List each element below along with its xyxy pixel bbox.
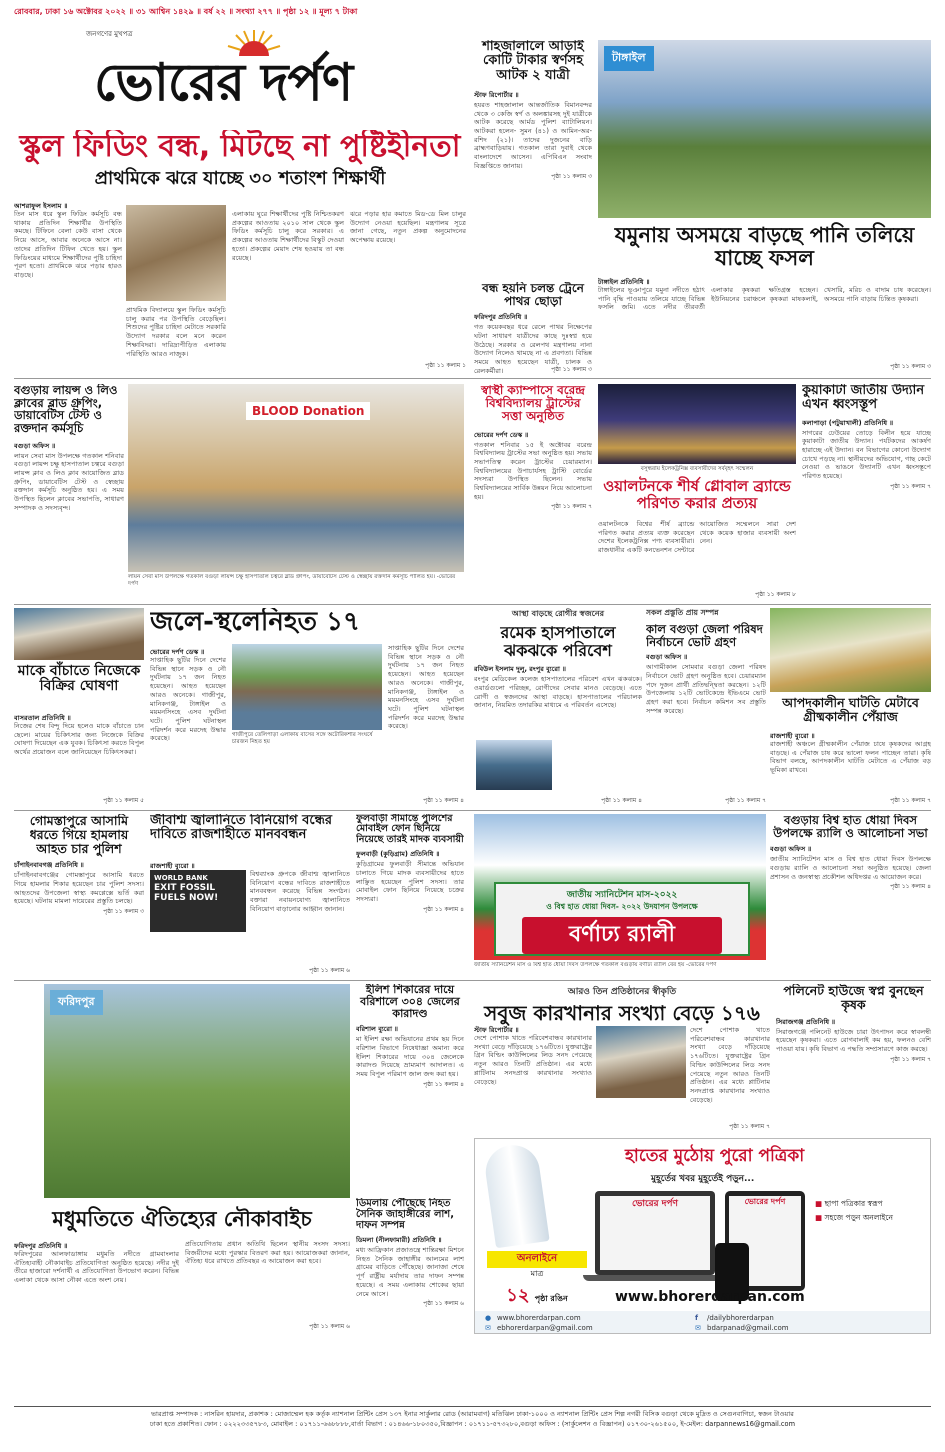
barishal-headline: ইলিশ শিকারের দায়ে বরিশালে ৩০৪ জেলের কারাদণ্ড bbox=[360, 984, 460, 1021]
walton-body: ওয়ালটনকে বিশ্বের শীর্ষ ব্র্যান্ডে পরিণত করার প্রত্যয় ব্যক্ত করেছেন দেশের ইলেকট্রনিক্স পণ্য ব্যবসায়ীরা। রাজধানীর একটি কনভেনশন সেন্টারে আয়োজিত সম্মেলনে সারা দেশ থেকে কয়েক হাজার ব্যবসায়ী অংশ নেন। bbox=[598, 520, 796, 555]
lions-byline: বগুড়া অফিস ॥ bbox=[14, 441, 56, 450]
faridpur-story bbox=[14, 984, 350, 1334]
polynet-headline: পলিনেট হাউজে স্বপ্ন বুনছেন কৃষক bbox=[783, 984, 924, 1012]
handwash-byline: বগুড়া অফিস ॥ bbox=[770, 845, 812, 854]
lions-caption: লায়ন সেবা মাস উপলক্ষে গতকাল বগুড়া লায়ন্স চক্ষু হাসপাতাল চত্বরে ব্লাড গ্রুপিং, ডায়াবেটিস টেস্ট ও স্বেচ্ছায় রক্তদান কর্মসূচি পালিত হয়। -ভোরের দর্পণ bbox=[128, 574, 456, 588]
walton-story bbox=[598, 384, 796, 602]
feature-2-label: সহজে পড়ুন অনলাইনে bbox=[824, 1213, 893, 1222]
rajshahi-photo-sign2: WORLD BANK bbox=[154, 874, 208, 882]
polynet-story bbox=[776, 984, 931, 1134]
train-continuation: পৃষ্ঠা ১১ কলাম ৩ bbox=[551, 366, 592, 373]
banner-mid: ও বিশ্ব হাত ধোয়া দিবস- ২০২২ উদযাপন উপলক্ষে bbox=[546, 902, 698, 911]
phulbari-story bbox=[356, 814, 464, 978]
walton-headline: ওয়ালটনকে শীর্ষ গ্লোবাল ব্র্যান্ডে পরিণত করার প্রত্যয় bbox=[603, 477, 791, 512]
sanitation-photo bbox=[474, 814, 766, 960]
shahjalal-headline: শাহজালালে আড়াই কোটি টাকার স্বর্ণসহ আটক ২ যাত্রী bbox=[482, 40, 584, 83]
sanitation-caption: জাতীয় স্যানিটেশন মাস ও বিশ্ব হাত ধোয়া দিবস উপলক্ষে গতকাল বগুড়ায় বর্ণাঢ্য র‌্যালি বের হয় -ভোরের দর্পণ bbox=[474, 962, 717, 968]
green-body2: দেশে পোশাক খাতে পরিবেশবান্ধব কারখানার সংখ্যা বেড়ে দাঁড়িয়েছে ১৭৬টিতে। যুক্তরাষ্ট্রের গ্রিন বিল্ডিং কাউন্সিলের লিড সনদ পেয়েছে নতুন আরও তিনটি প্রতিষ্ঠান। এর মধ্যে প্লাটিনাম সনদপ্রাপ্ত কারখানার সংখ্যাও বেড়েছে। bbox=[690, 1026, 770, 1104]
ad-subhead: মুহূর্তের খবর মুহূর্তেই পড়ুন... bbox=[651, 1174, 755, 1184]
train-body: গত কয়েকবছর ধরে রেলে পাথর নিক্ষেপের ঘটনা সাধারণ যাত্রীদের কাছে দুঃস্বপ্ন হয়ে উঠেছে। সরকার ও রেলপথ মন্ত্রণালয় নানা উদ্যোগ নিলেও থামছে না এ প্রবণতা। বিভিন্ন সময়ে আহত হয়েছেন যাত্রী, চালক ও রেলকর্মীরা। bbox=[474, 323, 592, 375]
mail-icon: ✉ bbox=[485, 1324, 491, 1332]
gomostapur-byline: চাঁপাইনবাবগঞ্জ প্রতিনিধি ॥ bbox=[14, 861, 84, 870]
election-byline: বগুড়া অফিস ॥ bbox=[646, 653, 688, 662]
onion-body: রাজশাহী অঞ্চলে গ্রীষ্মকালীন পেঁয়াজ চাষে কৃষকদের আগ্রহ বাড়ছে। এ পেঁয়াজ চাষ করে ভালো ফলন পাচ্ছেন তারা। কৃষি বিভাগ বলছে, আপদকালীন ঘাটতি মেটাতে এ পেঁয়াজ বড় ভূমিকা রাখবে। bbox=[770, 740, 931, 775]
epaper-ad bbox=[474, 1138, 931, 1334]
laptop-base bbox=[583, 1275, 727, 1281]
lions-photo-sign: BLOOD Donation bbox=[246, 402, 370, 420]
laptop-screen bbox=[600, 1196, 710, 1270]
tangail-story bbox=[598, 40, 931, 376]
ad-contact-email[interactable]: ebhorerdarpan@gmail.com bbox=[497, 1324, 593, 1332]
accident-continuation: পৃষ্ঠা ১১ কলাম ৪ bbox=[423, 797, 464, 804]
handwash-headline: বগুড়ায় বিশ্ব হাত ধোয়া দিবস উপলক্ষে র‌্যালি ও আলোচনা সভা bbox=[773, 814, 928, 840]
phulbari-headline: ফুলবাড়ী সীমান্তে পুলিশের মোবাইল ফোন ছিনিয়ে নিয়েছে তারই মাদক ব্যবসায়ী bbox=[356, 814, 464, 845]
green-byline: স্টাফ রিপোর্টার ॥ bbox=[474, 1026, 519, 1034]
divider bbox=[14, 980, 931, 981]
train-headline: বন্ধ হয়নি চলন্ত ট্রেনে পাথর ছোড়া bbox=[482, 282, 584, 309]
election-headline: কাল বগুড়া জেলা পরিষদ নির্বাচনে ভোট গ্রহণ bbox=[646, 622, 763, 649]
barishal-continuation: পৃষ্ঠা ১১ কলাম ৪ bbox=[423, 1080, 464, 1088]
rajshahi-headline: জীবাশ্ম জ্বালানিতে বিনিয়োগ বন্ধের দাবিতে রাজশাহীতে মানববন্ধন bbox=[150, 814, 333, 843]
faridpur-headline: মধুমতিতে ঐতিহ্যের নৌকাবাইচ bbox=[52, 1207, 312, 1231]
mail-icon: ✉ bbox=[695, 1324, 701, 1332]
gomostapur-story bbox=[14, 814, 144, 978]
hospital-headline: রমেক হাসপাতালে ঝকঝকে পরিবেশ bbox=[500, 623, 616, 660]
lead-col4: ঝরে পড়ার হার কমাতে মিড-ডে মিল চালুর উদ্যোগ নেওয়া হয়েছিল। মন্ত্রণালয় সূত্রে জানা গেছে, নতুন প্রকল্প অনুমোদনের অপেক্ষায় রয়েছে। bbox=[350, 210, 466, 245]
soldier-body: মধ্য আফ্রিকান প্রজাতন্ত্রে শান্তিরক্ষা মিশনে নিহত সৈনিক জাহাঙ্গীর আলমের লাশ গ্রামের বাড়িতে পৌঁছেছে। জানাজা শেষে পূর্ণ রাষ্ট্রীয় মর্যাদায় তার দাফন সম্পন্ন হয়েছে। এ সময় এলাকায় শোকের ছায়া নেমে আসে। bbox=[356, 1246, 464, 1298]
laptop-icon bbox=[595, 1191, 715, 1275]
lions-headline: বগুড়ায় লায়ন্স ও লিও ক্লাবের ব্লাড গ্রুপিং, ডায়াবেটিস টেস্ট ও রক্তদান কর্মসূচি bbox=[14, 384, 118, 435]
ad-headline: হাতের মুঠোয় পুরো পত্রিকা bbox=[625, 1146, 805, 1166]
kuakata-byline: কলাপাড়া (পটুয়াখালী) প্রতিনিধি ॥ bbox=[802, 418, 894, 427]
varendra-continuation: পৃষ্ঠা ১১ কলাম ৭ bbox=[551, 503, 592, 511]
gomostapur-headline: গোমস্তাপুরে আসামি ধরতে গিয়ে হামলায় আহত চার পুলিশ bbox=[29, 814, 129, 856]
offer-mid: মাত্র bbox=[530, 1269, 544, 1278]
barishal-body: মা ইলিশ রক্ষা অভিযানের প্রথম ছয় দিনে বরিশাল বিভাগে নিষেধাজ্ঞা অমান্য করে ইলিশ শিকারের দায়ে ৩০৪ জেলেকে কারাদণ্ড দিয়েছে ভ্রাম্যমাণ আদালত। এ সময় বিপুল পরিমাণ জাল জব্দ করা হয়। bbox=[356, 1035, 464, 1079]
sanitation-banner bbox=[494, 882, 750, 956]
offer-number: ১২ bbox=[506, 1285, 530, 1306]
green-kicker: আরও তিন প্রতিষ্ঠানের স্বীকৃতি bbox=[567, 987, 677, 997]
mother-photo bbox=[14, 608, 144, 660]
lead-continuation: পৃষ্ঠা ১১ কলাম ১ bbox=[425, 362, 466, 369]
ad-feature-1 bbox=[815, 1199, 925, 1211]
rajshahi-photo-sign: EXIT FOSSIL FUELS NOW! bbox=[154, 883, 219, 903]
walton-continuation: পৃষ্ঠা ১১ কলাম ৮ bbox=[755, 591, 796, 598]
green-headline: সবুজ কারখানার সংখ্যা বেড়ে ১৭৬ bbox=[484, 1001, 760, 1025]
accident-headline: জলে-স্থলেনিহত ১৭ bbox=[150, 608, 360, 637]
ad-contact-facebook[interactable]: /dailybhorerdarpan bbox=[707, 1314, 774, 1322]
offer-row bbox=[487, 1281, 587, 1312]
soldier-byline: ডিমলা (নীলফামারী) প্রতিনিধি ॥ bbox=[356, 1236, 442, 1244]
tagline: জনগণের মুখপত্র bbox=[86, 30, 133, 38]
mother-byline: বাসরতাল প্রতিনিধি ॥ bbox=[14, 714, 71, 722]
phulbari-body: কুড়িগ্রামের ফুলবাড়ী সীমান্তে অভিযান চালাতে গিয়ে মাদক ব্যবসায়ীদের হাতে লাঞ্ছিত হয়েছেন পুলিশ সদস্য। তার মোবাইল ফোন ছিনিয়ে নিয়েছে চক্রের সদস্যরা। bbox=[356, 860, 464, 904]
dateline: রোববার, ঢাকা ১৬ অক্টোবর ২০২২ ॥ ৩১ আশ্বিন ১৪২৯ ॥ বর্ষ ২২ ॥ সংখ্যা ২৭৭ ॥ পৃষ্ঠা ১২ ॥ মূল্য ৭ টাকা bbox=[14, 7, 358, 16]
banner-top: জাতীয় স্যানিটেশন মাস-২০২২ bbox=[566, 890, 678, 900]
tangail-tag: টাঙ্গাইল bbox=[604, 46, 654, 71]
onion-story bbox=[770, 608, 931, 808]
varendra-headline: স্বাস্থী ক্যাম্পাসে বরেন্দ্র বিশ্ববিদ্যালয় ট্রাস্টের সত্তা অনুষ্ঠিত bbox=[481, 384, 585, 424]
mother-continuation: পৃষ্ঠা ১১ কলাম ৫ bbox=[103, 797, 144, 804]
rajshahi-photo bbox=[150, 870, 246, 932]
faridpur-tag: ফরিদপুর bbox=[50, 990, 103, 1015]
gomostapur-body: চাঁপাইনবাবগঞ্জের গোমস্তাপুরে আসামি ধরতে গিয়ে হামলার শিকার হয়েছেন চার পুলিশ সদস্য। আহতদের উপজেলা স্বাস্থ্য কমপ্লেক্সে ভর্তি করা হয়েছে। ঘটনায় মামলা দায়েরের প্রস্তুতি চলছে। bbox=[14, 871, 144, 906]
polynet-body: সিরাজগঞ্জে পলিনেট হাউজে চারা উৎপাদন করে স্বাবলম্বী হয়েছেন কৃষকরা। এতে রোগবালাই কম হয়, ফলনও বেশি পাওয়া যায়। কৃষি বিভাগ এ পদ্ধতি সম্প্রসারণে কাজ করছে। bbox=[776, 1027, 931, 1053]
lead-photo bbox=[126, 205, 226, 301]
tablet-paper-title: ভোরের দর্পণ bbox=[744, 1197, 786, 1206]
ad-contact-web[interactable]: www.bhorerdarpan.com bbox=[497, 1314, 581, 1322]
lead-story bbox=[14, 130, 466, 375]
web-icon: ● bbox=[485, 1314, 492, 1322]
tangail-headline: যমুনায় অসময়ে বাড়ছে পানি তলিয়ে যাচ্ছে ফসল bbox=[614, 223, 915, 271]
ad-contacts bbox=[475, 1311, 931, 1334]
offer-sub: পৃষ্ঠা রঙিন bbox=[534, 1294, 568, 1303]
accident-story bbox=[150, 608, 464, 808]
imprint bbox=[14, 1410, 931, 1442]
green-factory-story bbox=[474, 984, 770, 1134]
tangail-continuation: পৃষ্ঠা ১১ কলাম ৩ bbox=[890, 363, 931, 370]
kuakata-headline: কুয়াকাটা জাতীয় উদ্যান এখন ধ্বংসস্তূপ bbox=[802, 384, 925, 413]
onion-continuation: পৃষ্ঠা ১১ কলাম ৭ bbox=[890, 797, 931, 804]
onion-headline: আপদকালীন ঘাটতি মেটাবে গ্রীষ্মকালীন পেঁয়াজ bbox=[782, 695, 919, 724]
polynet-continuation: পৃষ্ঠা ১১ কলাম ৭ bbox=[890, 1055, 931, 1063]
lions-body: লায়ন সেবা মাস উপলক্ষে গতকাল শনিবার বগুড়া লায়ন্স চক্ষু হাসপাতাল চত্বরে বগুড়া লায়ন্স ক্লাব ও লিও ক্লাব আয়োজিত ব্লাড গ্রুপিং, ডায়াবেটিস টেস্ট ও স্বেচ্ছায় রক্তদান কর্মসূচি অনুষ্ঠিত হয়। এ সময় উপস্থিত ছিলেন ক্লাবের সভাপতি, সাধারণ সম্পাদক ও সদস্যবৃন্দ। bbox=[14, 451, 124, 512]
check-icon: ■ bbox=[815, 1199, 823, 1208]
train-story bbox=[474, 282, 592, 376]
phulbari-byline: ফুলবাড়ী (কুড়িগ্রাম) প্রতিনিধি ॥ bbox=[356, 850, 440, 859]
shahjalal-story bbox=[474, 40, 592, 276]
walton-caption: বসুন্ধরায় ইলেকট্রনিক্স ব্যবসায়ীদের সর্ববৃহৎ সম্মেলন bbox=[640, 466, 754, 472]
rajshahi-rally-story bbox=[150, 814, 350, 978]
lions-photo bbox=[128, 384, 464, 572]
footer-divider bbox=[14, 1406, 931, 1407]
green-continuation: পৃষ্ঠা ১১ কলাম ৭ bbox=[729, 1123, 770, 1130]
accident-byline: ভোরের দর্পণ ডেস্ক ॥ bbox=[150, 648, 205, 656]
rajshahi-body: বিশ্বব্যাংক গ্রুপকে জীবাশ্ম জ্বালানিতে বিনিয়োগ বন্ধের দাবিতে রাজশাহীতে মানববন্ধন করেছে বিভিন্ন সংগঠন। বক্তারা নবায়নযোগ্য জ্বালানিতে বিনিয়োগ বাড়ানোর আহ্বান জানান। bbox=[250, 870, 350, 913]
tangail-body: টাঙ্গাইলের ভূঞাপুরে যমুনা নদীতে হঠাৎ পানি বৃদ্ধি পাওয়ায় তলিয়ে যাচ্ছে বিভিন্ন ফসলি জমি। এতে নদীর তীরবর্তী এলাকার কৃষকরা ক্ষতিগ্রস্ত হচ্ছেন। ইউনিয়নের চরাঞ্চলে কৃষকরা মাষকলাই, খেসারি, মরিচ ও বাদাম চাষ করেছেন। অসময়ে পানি বাড়ায় চিন্তিত কৃষকরা। bbox=[598, 286, 931, 312]
kuakata-body: সাগরের ঢেউয়ের তোড়ে বিলীন হয়ে যাচ্ছে কুয়াকাটা জাতীয় উদ্যান। পর্যটকদের আকর্ষণ হারাচ্ছে এই উদ্যান। বন বিভাগের কোনো উদ্যোগ চোখে পড়ছে না। স্থানীয়দের অভিযোগ, গাছ কেটে নেওয়া ও ভাঙনে উদ্যানটি এখন ধ্বংসস্তূপে পরিণত হয়েছে। bbox=[802, 428, 931, 481]
hospital-story bbox=[474, 608, 642, 808]
lead-col3: এলাকায় ঘুরে শিক্ষার্থীদের পুষ্টি নিশ্চিতকরণ প্রকল্পের আওতায় ২০১০ সাল থেকে স্কুল ফিডিং কর্মসূচি চালু করে সরকার। এ প্রকল্পের আওতায় শিক্ষার্থীদের বিস্কুট দেওয়া হতো। প্রকল্পের মেয়াদ শেষ হওয়ায় তা বন্ধ রয়েছে। bbox=[232, 210, 344, 262]
faridpur-body2: প্রতিযোগিতায় প্রধান অতিথি ছিলেন স্থানীয় সংসদ সদস্য। বিজয়ীদের মধ্যে পুরস্কার বিতরণ করা হয়। আয়োজকরা জানান, ঐতিহ্য ধরে রাখতে প্রতিবছর এ আয়োজন করা হবে। bbox=[185, 1240, 350, 1266]
accident-photo bbox=[232, 644, 382, 730]
rajshahi-byline: রাজশাহী ব্যুরো ॥ bbox=[150, 862, 195, 870]
soldier-continuation: পৃষ্ঠা ১১ কলাম ৬ bbox=[423, 1300, 464, 1308]
hospital-photo bbox=[476, 740, 552, 790]
banner-main: বর্ণাঢ্য র‌্যালী bbox=[522, 917, 722, 954]
election-kicker: সকল প্রস্তুতি প্রায় সম্পন্ন bbox=[646, 608, 719, 617]
faridpur-byline: ফরিদপুর প্রতিনিধি ॥ bbox=[14, 1242, 68, 1250]
rajshahi-continuation: পৃষ্ঠা ১১ কলাম ৬ bbox=[309, 967, 350, 974]
mother-headline: মাকে বাঁচাতে নিজেকে বিক্রির ঘোষণা bbox=[17, 663, 141, 695]
shahjalal-body: হযরত শাহজালাল আন্তর্জাতিক বিমানবন্দর থেকে ৩ কেজি স্বর্ণ ও অলঙ্কারসহ দুই যাত্রীকে আটক করেছে আর্মড পুলিশ ব্যাটালিয়ন। আটকরা হলেন- সুমন (৪১) ও আমিন-অর-রশিদ (২১)। তাদের দুজনের বাড়ি ব্রাহ্মণবাড়িয়ায়। গতকাল তারা দুবাই থেকে বাংলাদেশে আসেন। এপিবিএন সংবাদ বিজ্ঞপ্তিতে জানায়। bbox=[474, 100, 592, 170]
ad-contact-email-2[interactable]: bdarpanad@gmail.com bbox=[707, 1324, 789, 1332]
masthead bbox=[14, 6, 464, 128]
ad-feature-2 bbox=[815, 1213, 925, 1225]
kuakata-story bbox=[802, 384, 931, 602]
laptop-paper-title: ভোরের দর্পণ bbox=[632, 1199, 678, 1209]
barishal-story bbox=[356, 984, 464, 1194]
accident-col3: সাপ্তাহিক ছুটির দিনে দেশের বিভিন্ন স্থানে সড়ক ও নৌ দুর্ঘটনায় ১৭ জন নিহত হয়েছেন। আহত হয়েছেন আরও অনেকে। গাজীপুর, মানিকগঞ্জ, টাঙ্গাইল ও ময়মনসিংহে এসব দুর্ঘটনা ঘটে। পুলিশ ঘটনাস্থল পরিদর্শন করে মরদেহ উদ্ধার করেছে। bbox=[388, 644, 464, 731]
varendra-body: গতকাল শনিবার ১৫ ই অক্টোবর বরেন্দ্র বিশ্ববিদ্যালয় ট্রাস্টের সভা অনুষ্ঠিত হয়। সভায় সভাপতিত্ব করেন ট্রাস্টের চেয়ারম্যান। বিশ্ববিদ্যালয়ের উপাচার্যসহ ট্রাস্টি বোর্ডের সদস্যরা উপস্থিত ছিলেন। সভায় বিশ্ববিদ্যালয়ের সার্বিক উন্নয়ন নিয়ে আলোচনা হয়। bbox=[474, 440, 592, 501]
feature-1-label: ছাপা পত্রিকার স্বরূপ bbox=[824, 1199, 883, 1208]
phulbari-continuation: পৃষ্ঠা ১১ কলাম ৪ bbox=[423, 905, 464, 913]
soldier-story bbox=[356, 1198, 464, 1334]
faridpur-body: ফরিদপুরের আলফাডাঙ্গায় মধুমতি নদীতে গ্রামবাংলার ঐতিহ্যবাহী নৌকাবাইচ প্রতিযোগিতা অনুষ্ঠিত হয়েছে। নদীর দুই তীরে হাজারো দর্শনার্থী এ প্রতিযোগিতা উপভোগ করেন। বিভিন্ন এলাকা থেকে আসা নৌকা এতে অংশ নেয়। bbox=[14, 1250, 179, 1285]
lead-byline: আশরাফুল ইসলাম ॥ bbox=[14, 202, 68, 210]
lions-story bbox=[14, 384, 124, 602]
imprint-line-2: ঢাকা হতে প্রকাশিত। ফোন : ০২২২৩৩৫৭৮৩, মোবাইল : ০১৭১১-৬৬৮৮৮৮,বার্তা বিভাগ : ০১৪৬৬-১৮০৩৫০,বিজ্ঞাপন : ০১৭১১-৫৭৩২৮০,বগুড়া অফিস : (সার্কুলেশন ও বিজ্ঞাপন) ০১৭৩০-২৬১৫০০, ই-মেইল: darpannews16@gmail.com bbox=[149, 1419, 796, 1428]
hospital-continuation: পৃষ্ঠা ১১ কলাম ৪ bbox=[601, 797, 642, 804]
hospital-byline: রবিউল ইসলাম দুলু, রংপুর ব্যুরো ॥ bbox=[474, 665, 566, 674]
green-factory-photo bbox=[596, 1026, 686, 1098]
tangail-byline: টাঙ্গাইল প্রতিনিধি ॥ bbox=[598, 278, 650, 286]
accident-caption: গাজীপুরে তেলিপাড়া এলাকায় বাসের সঙ্গে অটোরিকশার সংঘর্ষে চারজন নিহত হয় bbox=[232, 732, 373, 746]
faridpur-photo bbox=[44, 984, 350, 1198]
handwash-story bbox=[770, 814, 931, 978]
faridpur-continuation: পৃষ্ঠা ১১ কলাম ৬ bbox=[309, 1323, 350, 1330]
ad-url[interactable]: www.bhorerdarpan.com bbox=[615, 1289, 805, 1305]
varendra-story bbox=[474, 384, 592, 602]
divider bbox=[14, 604, 931, 605]
lead-headline: স্কুল ফিডিং বন্ধ, মিটছে না পুষ্টিহীনতা bbox=[19, 130, 461, 164]
bogura-election-story bbox=[646, 608, 766, 808]
divider bbox=[14, 378, 931, 379]
election-continuation: পৃষ্ঠা ১১ কলাম ৭ bbox=[725, 797, 766, 804]
lead-col2: প্রাথমিক বিদ্যালয়ে স্কুল ফিডিং কর্মসূচি চালু করার পর উপস্থিতি বেড়েছিল। শিশুদের পুষ্টির চাহিদা মেটাতে সরকারি উদ্যোগ দরকার বলে মনে করেন শিক্ষাবিদরা। দারিদ্র্যপীড়িত এলাকায় পরিস্থিতি আরও নাজুক। bbox=[126, 306, 226, 358]
train-byline: ফরিদপুর প্রতিনিধি ॥ bbox=[474, 313, 528, 322]
accident-body: সাপ্তাহিক ছুটির দিনে দেশের বিভিন্ন স্থানে সড়ক ও নৌ দুর্ঘটনায় ১৭ জন নিহত হয়েছেন। আহত হয়েছেন আরও অনেকে। গাজীপুর, মানিকগঞ্জ, টাঙ্গাইল ও ময়মনসিংহে এসব দুর্ঘটনা ঘটে। পুলিশ ঘটনাস্থল পরিদর্শন করে মরদেহ উদ্ধার করেছে। bbox=[150, 656, 226, 743]
election-body: আগামীকাল সোমবার বগুড়া জেলা পরিষদ নির্বাচনে ভোট গ্রহণ অনুষ্ঠিত হবে। চেয়ারম্যান পদে দুজন প্রার্থী প্রতিদ্বন্দ্বিতা করছেন। ১২টি উপজেলায় ১২টি ভোটকেন্দ্রে ইভিএমে ভোট গ্রহণ করা হবে। নির্বাচন কমিশন সব প্রস্তুতি সম্পন্ন করেছে। bbox=[646, 663, 766, 715]
imprint-line-1: ভারপ্রাপ্ত সম্পাদক : নাসরিন হায়দার, প্রকাশক : মোজাম্মেল হক কর্তৃক ন্যাশনাল প্রিন্টিং প্রেস ১৩৭ ইনার সার্কুলার রোড (আরামবাগ) মতিঝিল ঢাকা-১০০০ ও ন্যাশনাল প্রিন্টিং প্রেস শিল্প নগরী বিসিক বগুড়া থেকে মুদ্রিত ও সেগুনবাগিচা, স্বজন টাওয়ার bbox=[151, 1410, 794, 1418]
handwash-body: জাতীয় স্যানিটেশন মাস ও বিশ্ব হাত ধোয়া দিবস উপলক্ষে বগুড়ায় র‌্যালি ও আলোচনা সভা অনুষ্ঠিত হয়েছে। জেলা প্রশাসন ও জনস্বাস্থ্য প্রকৌশল অধিদপ্তর এ আয়োজন করে। bbox=[770, 855, 931, 881]
green-body: দেশে পোশাক খাতে পরিবেশবান্ধব কারখানার সংখ্যা বেড়ে দাঁড়িয়েছে ১৭৬টিতে। যুক্তরাষ্ট্রের গ্রিন বিল্ডিং কাউন্সিলের লিড সনদ পেয়েছে নতুন আরও তিনটি প্রতিষ্ঠান। এর মধ্যে প্লাটিনাম সনদপ্রাপ্ত কারখানার সংখ্যাও বেড়েছে। bbox=[474, 1034, 592, 1086]
onion-byline: রাজশাহী ব্যুরো ॥ bbox=[770, 732, 815, 740]
shahjalal-continuation: পৃষ্ঠা ১১ কলাম ৩ bbox=[551, 172, 592, 180]
mother-body: নিজের শেষ বিন্দু দিয়ে হলেও মাকে বাঁচাতে চান ছেলে। মায়ের চিকিৎসার জন্য নিজেকে বিক্রির ঘোষণা দিয়েছেন এক যুবক। চিকিৎসা করতে বিপুল অর্থের প্রয়োজন বলে জানিয়েছেন চিকিৎসকরা। bbox=[14, 722, 144, 757]
check-icon: ■ bbox=[815, 1213, 823, 1222]
masthead-title: ভোরের দর্পণ bbox=[94, 52, 353, 113]
rolled-paper-icon bbox=[482, 1142, 549, 1249]
mother-story bbox=[14, 608, 144, 808]
polynet-byline: সিরাজগঞ্জ প্রতিনিধি ॥ bbox=[776, 1017, 836, 1026]
walton-photo bbox=[598, 384, 796, 464]
hospital-body: রংপুর মেডিকেল কলেজ হাসপাতালের পরিবেশ এখন ঝকঝকে। ওয়ার্ডগুলো পরিচ্ছন্ন, রোগীদের সেবার মানও বেড়েছে। এতে রোগী ও স্বজনদের আস্থা বাড়ছে। হাসপাতালের পরিচালক জানান, নিয়মিত তদারকির মাধ্যমে এ পরিবর্তন এসেছে। bbox=[474, 675, 642, 710]
barishal-byline: বরিশাল ব্যুরো ॥ bbox=[356, 1025, 399, 1034]
facebook-icon: f bbox=[695, 1314, 699, 1322]
kuakata-continuation: পৃষ্ঠা ১১ কলাম ৭ bbox=[890, 482, 931, 490]
shahjalal-byline: স্টাফ রিপোর্টার ॥ bbox=[474, 90, 519, 99]
gomostapur-continuation: পৃষ্ঠা ১১ কলাম ৩ bbox=[103, 908, 144, 916]
varendra-byline: ভোরের দর্পণ ডেস্ক ॥ bbox=[474, 430, 529, 439]
hospital-kicker: আস্থা বাড়ছে রোগীর স্বজনের bbox=[511, 609, 605, 618]
onion-photo bbox=[770, 608, 931, 692]
offer-top: অনলাইনে bbox=[487, 1251, 587, 1268]
soldier-headline: ডিমলায় পৌঁছেছে নিহত সৈনিক জাহাঙ্গীরের লাশ, দাফন সম্পন্ন bbox=[356, 1198, 455, 1231]
divider bbox=[14, 810, 931, 811]
handwash-continuation: পৃষ্ঠা ১১ কলাম ৪ bbox=[890, 883, 931, 891]
lead-subhead: প্রাথমিকে ঝরে যাচ্ছে ৩০ শতাংশ শিক্ষার্থী bbox=[94, 168, 386, 189]
lead-col1: তিন মাস ধরে স্কুল ফিডিং কর্মসূচি বন্ধ থাকায় প্রতিদিন শিক্ষার্থীর উপস্থিতি কমছে। টিফিনে বেলা কেউ বাসা থেকে নিয়ে আসে, আবার অনেকে আসে না। তাদের প্রতিদিন টিফিন খেতে হয়। স্কুল ফিডিংয়ের মাধ্যমে শিক্ষার্থীদের পুষ্টি চাহিদা পূরণ হতো। প্রাথমিকে ঝরে পড়ার হারও বাড়ছে। bbox=[14, 210, 122, 279]
